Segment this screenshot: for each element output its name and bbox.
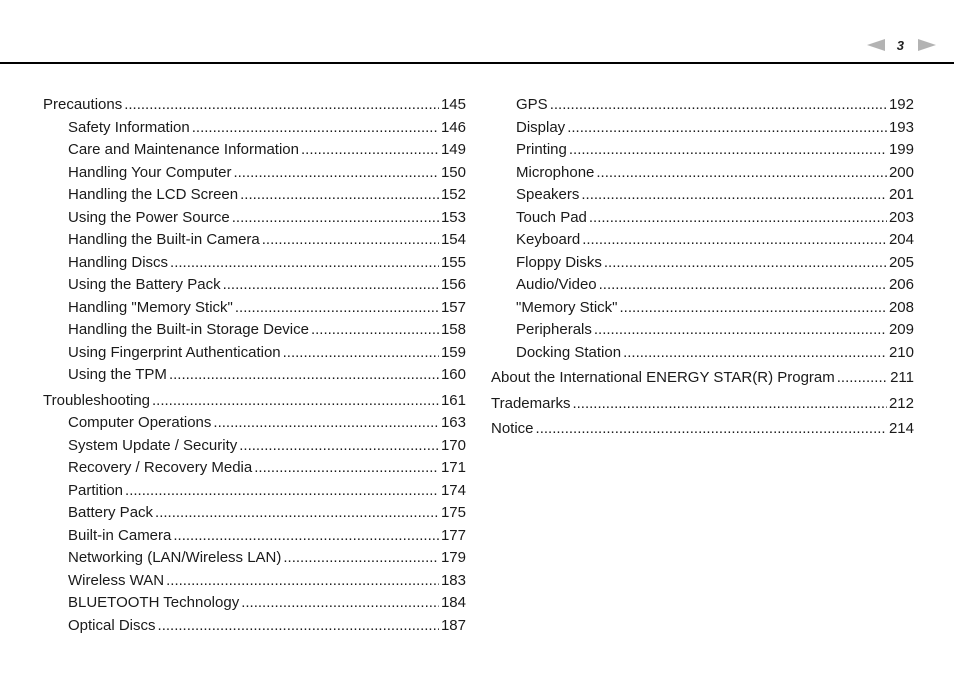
toc-leader-dots	[620, 297, 887, 320]
toc-entry-page: 171	[440, 459, 466, 476]
toc-leader-dots	[170, 252, 439, 275]
toc-leader-dots	[240, 184, 439, 207]
toc-section-entry[interactable]	[491, 393, 914, 416]
toc-entry-title: Handling the LCD Screen	[68, 186, 239, 203]
toc-leader-dots	[623, 342, 887, 365]
toc-entry-page: 210	[888, 343, 914, 361]
toc-leader-dots	[223, 274, 439, 297]
toc-leader-dots	[311, 319, 439, 342]
toc-leader-dots	[837, 367, 888, 390]
toc-entry-title: Notice	[491, 420, 534, 437]
toc-entry-page: 206	[888, 276, 914, 293]
toc-entry-title: Microphone	[516, 163, 595, 181]
toc-subsection-entry[interactable]	[43, 162, 466, 185]
toc-leader-dots	[599, 274, 887, 297]
toc-subsection-entry[interactable]	[43, 457, 466, 480]
toc-entry-page: 174	[440, 481, 466, 499]
toc-entry-title: Computer Operations	[68, 414, 212, 431]
toc-subsection-entry[interactable]	[491, 162, 914, 185]
toc-entry-title: Display	[516, 118, 566, 136]
toc-leader-dots	[235, 297, 439, 320]
toc-leader-dots	[594, 319, 887, 342]
previous-page-arrow-icon[interactable]	[867, 39, 885, 51]
toc-entry-page: 183	[440, 571, 466, 589]
toc-leader-dots	[604, 252, 887, 275]
toc-subsection-entry[interactable]	[43, 592, 466, 615]
toc-subsection-entry[interactable]	[491, 207, 914, 230]
toc-entry-page: 159	[440, 343, 466, 361]
toc-subsection-entry[interactable]	[43, 184, 466, 207]
toc-section-entry[interactable]	[43, 390, 466, 413]
toc-entry-title: Care and Maintenance Information	[68, 141, 299, 158]
toc-leader-dots	[572, 393, 887, 416]
toc-leader-dots	[567, 117, 887, 140]
toc-leader-dots	[124, 94, 439, 117]
toc-entry-page: 157	[440, 298, 466, 316]
toc-leader-dots	[152, 390, 439, 413]
toc-subsection-entry[interactable]	[43, 229, 466, 252]
toc-entry-title: "Memory Stick"	[516, 298, 618, 316]
toc-entry-title: Keyboard	[516, 231, 581, 248]
toc-entry-title: System Update / Security	[68, 436, 238, 454]
toc-entry-title: About the International ENERGY STAR(R) Program	[491, 369, 835, 386]
toc-leader-dots	[241, 592, 439, 615]
toc-subsection-entry[interactable]	[43, 547, 466, 570]
toc-entry-page: 156	[440, 276, 466, 293]
toc-entry-title: Using the Battery Pack	[68, 276, 221, 293]
toc-leader-dots	[582, 229, 887, 252]
toc-subsection-entry[interactable]	[491, 139, 914, 162]
toc-entry-page: 201	[888, 186, 914, 203]
toc-entry-page: 175	[440, 504, 466, 521]
toc-entry-page: 145	[440, 96, 466, 113]
toc-entry-page: 205	[888, 253, 914, 271]
toc-leader-dots	[155, 502, 439, 525]
toc-leader-dots	[192, 117, 439, 140]
toc-entry-title: Troubleshooting	[43, 391, 151, 409]
toc-entry-page: 199	[888, 141, 914, 158]
toc-entry-title: Partition	[68, 481, 124, 499]
toc-entry-page: 146	[440, 118, 466, 136]
toc-entry-title: Using the TPM	[68, 366, 167, 383]
toc-leader-dots	[262, 229, 439, 252]
toc-entry-page: 163	[440, 414, 466, 431]
toc-leader-dots	[301, 139, 439, 162]
toc-subsection-entry[interactable]	[491, 94, 914, 117]
toc-subsection-entry[interactable]	[43, 274, 466, 297]
toc-leader-dots	[581, 184, 887, 207]
toc-subsection-entry[interactable]	[491, 319, 914, 342]
toc-subsection-entry[interactable]	[491, 297, 914, 320]
toc-section-entry[interactable]	[43, 94, 466, 117]
toc-entry-title: Handling the Built-in Storage Device	[68, 321, 309, 338]
toc-section-entry[interactable]	[491, 418, 914, 441]
toc-leader-dots	[596, 162, 887, 185]
toc-subsection-entry[interactable]	[491, 184, 914, 207]
toc-leader-dots	[125, 480, 439, 503]
toc-entry-page: 211	[890, 369, 914, 386]
toc-subsection-entry[interactable]	[43, 364, 466, 387]
toc-entry-title: Floppy Disks	[516, 253, 602, 271]
toc-entry-page: 154	[440, 231, 466, 248]
toc-subsection-entry[interactable]	[43, 342, 466, 365]
toc-leader-dots	[233, 162, 439, 185]
toc-entry-title: Wireless WAN	[68, 571, 165, 589]
toc-subsection-entry[interactable]	[43, 480, 466, 503]
toc-entry-title: Using the Power Source	[68, 208, 230, 226]
toc-leader-dots	[569, 139, 887, 162]
toc-entry-title: Peripherals	[516, 321, 592, 338]
toc-leader-dots	[169, 364, 439, 387]
toc-leader-dots	[589, 207, 887, 230]
toc-entry-page: 177	[440, 526, 466, 544]
toc-entry-page: 155	[440, 253, 466, 271]
toc-leader-dots	[283, 547, 439, 570]
toc-entry-title: Handling the Built-in Camera	[68, 231, 260, 248]
toc-entry-page: 193	[888, 118, 914, 136]
toc-entry-title: Handling Discs	[68, 253, 169, 271]
toc-subsection-entry[interactable]	[43, 502, 466, 525]
toc-entry-page: 179	[440, 549, 466, 566]
toc-entry-page: 161	[440, 391, 466, 409]
toc-subsection-entry[interactable]	[43, 252, 466, 275]
toc-subsection-entry[interactable]	[491, 252, 914, 275]
toc-entry-title: Printing	[516, 141, 567, 158]
toc-leader-dots	[536, 418, 887, 441]
toc-entry-title: Speakers	[516, 186, 580, 203]
toc-entry-page: 209	[888, 321, 914, 338]
toc-entry-page: 187	[440, 616, 466, 634]
toc-entry-title: Networking (LAN/Wireless LAN)	[68, 549, 282, 566]
toc-subsection-entry[interactable]	[43, 207, 466, 230]
toc-entry-page: 150	[440, 163, 466, 181]
toc-subsection-entry[interactable]	[43, 525, 466, 548]
header-divider	[0, 62, 954, 64]
toc-entry-page: 158	[440, 321, 466, 338]
toc-subsection-entry[interactable]	[43, 615, 466, 638]
toc-leader-dots	[158, 615, 439, 638]
toc-entry-page: 200	[888, 163, 914, 181]
toc-subsection-entry[interactable]	[43, 412, 466, 435]
toc-subsection-entry[interactable]	[491, 274, 914, 297]
toc-entry-page: 203	[888, 208, 914, 226]
toc-entry-title: Recovery / Recovery Media	[68, 459, 253, 476]
toc-entry-title: Docking Station	[516, 343, 622, 361]
toc-entry-page: 160	[440, 366, 466, 383]
toc-left-column	[43, 94, 466, 637]
toc-entry-title: Touch Pad	[516, 208, 587, 226]
toc-entry-title: Trademarks	[491, 394, 571, 412]
toc-entry-page: 212	[888, 394, 914, 412]
toc-entry-title: Using Fingerprint Authentication	[68, 343, 281, 361]
toc-leader-dots	[283, 342, 439, 365]
toc-subsection-entry[interactable]	[491, 229, 914, 252]
toc-subsection-entry[interactable]	[43, 139, 466, 162]
toc-subsection-entry[interactable]	[43, 297, 466, 320]
toc-entry-title: BLUETOOTH Technology	[68, 594, 240, 611]
toc-entry-title: Battery Pack	[68, 504, 154, 521]
toc-subsection-entry[interactable]	[43, 570, 466, 593]
toc-leader-dots	[232, 207, 439, 230]
toc-subsection-entry[interactable]	[491, 342, 914, 365]
toc-entry-page: 149	[440, 141, 466, 158]
toc-subsection-entry[interactable]	[43, 319, 466, 342]
toc-entry-page: 204	[888, 231, 914, 248]
toc-entry-title: GPS	[516, 96, 548, 113]
toc-subsection-entry[interactable]	[491, 117, 914, 140]
toc-entry-title: Handling Your Computer	[68, 163, 232, 181]
toc-leader-dots	[254, 457, 439, 480]
toc-entry-page: 170	[440, 436, 466, 454]
page-number: 3	[896, 37, 904, 53]
toc-entry-page: 208	[888, 298, 914, 316]
next-page-arrow-icon[interactable]	[918, 39, 936, 51]
toc-leader-dots	[213, 412, 439, 435]
toc-entry-title: Precautions	[43, 96, 123, 113]
toc-section-entry[interactable]	[491, 367, 914, 390]
toc-entry-title: Built-in Camera	[68, 526, 172, 544]
toc-subsection-entry[interactable]	[43, 117, 466, 140]
page-navigation	[867, 36, 936, 54]
toc-subsection-entry[interactable]	[43, 435, 466, 458]
page-header	[0, 0, 954, 64]
toc-right-column	[491, 94, 914, 441]
toc-entry-page: 214	[888, 420, 914, 437]
toc-entry-title: Safety Information	[68, 118, 190, 136]
toc-leader-dots	[166, 570, 439, 593]
toc-leader-dots	[550, 94, 887, 117]
toc-entry-title: Handling "Memory Stick"	[68, 298, 233, 316]
toc-entry-page: 184	[440, 594, 466, 611]
toc-entry-page: 153	[440, 208, 466, 226]
toc-entry-title: Optical Discs	[68, 616, 156, 634]
toc-entry-title: Audio/Video	[516, 276, 597, 293]
toc-entry-page: 152	[440, 186, 466, 203]
toc-entry-page: 192	[888, 96, 914, 113]
toc-leader-dots	[173, 525, 439, 548]
toc-leader-dots	[239, 435, 439, 458]
